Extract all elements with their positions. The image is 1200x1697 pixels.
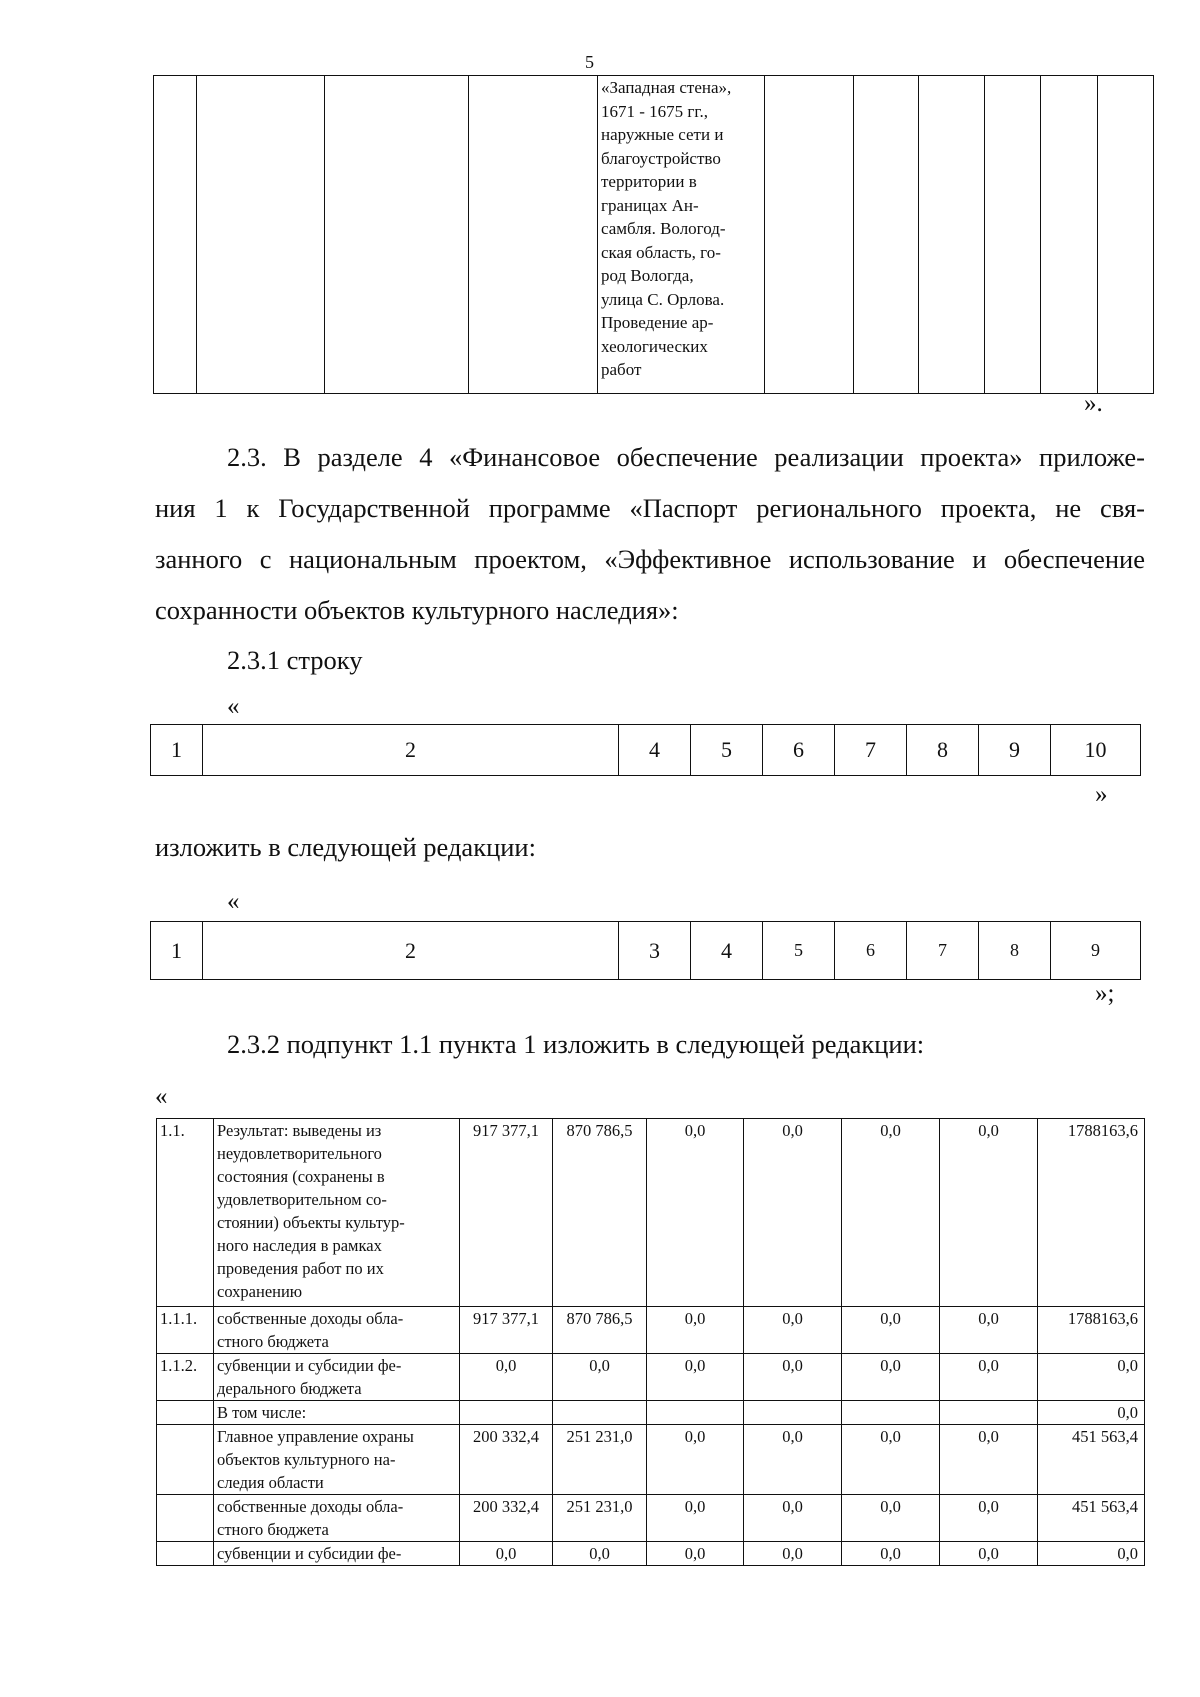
description-line: собственные доходы обла- bbox=[217, 1309, 404, 1328]
row-number: 1.1.2. bbox=[157, 1354, 214, 1401]
row-number bbox=[157, 1495, 214, 1542]
value-cell: 0,0 bbox=[553, 1354, 647, 1401]
value-cell: 0,0 bbox=[842, 1354, 940, 1401]
new-row-cell: 7 bbox=[907, 922, 979, 980]
row-description bbox=[214, 1425, 460, 1495]
cell-line: 1671 - 1675 гг., bbox=[601, 101, 708, 121]
value-cell: 0,0 bbox=[1038, 1401, 1145, 1425]
cell-line: границах Ан- bbox=[601, 195, 699, 215]
value-cell bbox=[553, 1401, 647, 1425]
table-row bbox=[157, 1307, 1145, 1354]
description-line: следия области bbox=[217, 1473, 324, 1492]
value-cell: 0,0 bbox=[940, 1119, 1038, 1307]
value-cell bbox=[744, 1401, 842, 1425]
description-line: Результат: выведены из bbox=[217, 1121, 382, 1140]
value-cell: 0,0 bbox=[842, 1425, 940, 1495]
value-cell: 0,0 bbox=[460, 1354, 553, 1401]
old-row-cell: 8 bbox=[907, 725, 979, 776]
description-line: неудовлетворительного bbox=[217, 1144, 382, 1163]
value-cell: 0,0 bbox=[744, 1119, 842, 1307]
value-cell bbox=[647, 1401, 744, 1425]
cell-line: наружные сети и bbox=[601, 125, 724, 144]
description-line: собственные доходы обла- bbox=[217, 1497, 404, 1516]
row-description bbox=[214, 1119, 460, 1307]
value-cell: 1788163,6 bbox=[1038, 1119, 1145, 1307]
value-cell: 0,0 bbox=[842, 1307, 940, 1354]
value-cell: 870 786,5 bbox=[553, 1119, 647, 1307]
value-cell: 870 786,5 bbox=[553, 1307, 647, 1354]
new-row-cell: 6 bbox=[835, 922, 907, 980]
new-row-cell: 2 bbox=[203, 922, 619, 980]
cell-line: «Западная стена», bbox=[601, 78, 732, 97]
value-cell bbox=[460, 1401, 553, 1425]
new-row-cell: 5 bbox=[763, 922, 835, 980]
new-row-cell: 4 bbox=[691, 922, 763, 980]
open-quote-2: « bbox=[227, 888, 240, 915]
open-quote-3: « bbox=[155, 1083, 168, 1110]
value-cell: 0,0 bbox=[647, 1354, 744, 1401]
paragraph-line: ния 1 к Государственной программе «Паспорт регионального проекта, не свя- bbox=[155, 493, 1145, 523]
old-row-cell: 2 bbox=[203, 725, 619, 776]
description-line: В том числе: bbox=[217, 1403, 307, 1422]
description-line: сохранению bbox=[217, 1282, 303, 1301]
cell-line: род Вологда, bbox=[601, 266, 694, 285]
cell-line: территории в bbox=[601, 172, 697, 191]
value-cell: 0,0 bbox=[940, 1307, 1038, 1354]
value-cell: 0,0 bbox=[744, 1542, 842, 1566]
close-quote-1: » bbox=[1095, 781, 1108, 808]
value-cell: 0,0 bbox=[744, 1307, 842, 1354]
new-row-cell: 3 bbox=[619, 922, 691, 980]
old-row-cell: 7 bbox=[835, 725, 907, 776]
value-cell: 1788163,6 bbox=[1038, 1307, 1145, 1354]
old-row-cell: 4 bbox=[619, 725, 691, 776]
value-cell: 251 231,0 bbox=[553, 1495, 647, 1542]
value-cell: 0,0 bbox=[647, 1542, 744, 1566]
value-cell: 0,0 bbox=[842, 1119, 940, 1307]
row-description bbox=[214, 1495, 460, 1542]
description-line: стного бюджета bbox=[217, 1332, 329, 1351]
replace-text: изложить в следующей редакции: bbox=[155, 832, 536, 862]
row-number: 1.1. bbox=[157, 1119, 214, 1307]
value-cell: 0,0 bbox=[647, 1307, 744, 1354]
value-cell: 0,0 bbox=[647, 1425, 744, 1495]
row-number bbox=[157, 1425, 214, 1495]
old-row-cell: 10 bbox=[1051, 725, 1141, 776]
value-cell: 0,0 bbox=[1038, 1542, 1145, 1566]
value-cell: 0,0 bbox=[744, 1425, 842, 1495]
description-line: субвенции и субсидии фе- bbox=[217, 1544, 402, 1563]
value-cell: 0,0 bbox=[647, 1495, 744, 1542]
value-cell: 200 332,4 bbox=[460, 1425, 553, 1495]
new-row-table bbox=[150, 921, 1141, 980]
section-2-3-2-heading: 2.3.2 подпункт 1.1 пункта 1 изложить в следующей редакции: bbox=[227, 1029, 925, 1059]
paragraph-line: 2.3. В разделе 4 «Финансовое обеспечение реализации проекта» приложе- bbox=[227, 442, 1145, 472]
cell-line: ская область, го- bbox=[601, 242, 721, 262]
value-cell: 0,0 bbox=[460, 1542, 553, 1566]
value-cell: 0,0 bbox=[940, 1495, 1038, 1542]
section-2-3-paragraph bbox=[155, 432, 1145, 636]
new-row-cell: 9 bbox=[1051, 922, 1141, 980]
page-number: 5 bbox=[585, 52, 594, 72]
table-row bbox=[157, 1354, 1145, 1401]
description-line: Главное управление охраны bbox=[217, 1427, 414, 1446]
description-line: состояния (сохранены в bbox=[217, 1167, 385, 1186]
cell-line: благоустройство bbox=[601, 148, 721, 168]
description-line: стного бюджета bbox=[217, 1520, 329, 1539]
open-quote-1: « bbox=[227, 693, 240, 720]
new-row-cell: 8 bbox=[979, 922, 1051, 980]
section-2-3-1-heading: 2.3.1 строку bbox=[227, 645, 363, 675]
close-quote-2: »; bbox=[1095, 980, 1115, 1007]
continuation-table bbox=[153, 75, 1154, 394]
value-cell: 917 377,1 bbox=[460, 1307, 553, 1354]
row-description bbox=[214, 1542, 460, 1566]
row-description bbox=[214, 1401, 460, 1425]
row-description bbox=[214, 1354, 460, 1401]
value-cell: 0,0 bbox=[842, 1542, 940, 1566]
table-row bbox=[157, 1542, 1145, 1566]
paragraph-line: сохранности объектов культурного наследия»: bbox=[155, 595, 679, 625]
value-cell: 0,0 bbox=[744, 1354, 842, 1401]
description-line: стоянии) объекты культур- bbox=[217, 1213, 405, 1232]
value-cell: 451 563,4 bbox=[1038, 1425, 1145, 1495]
value-cell bbox=[842, 1401, 940, 1425]
value-cell: 451 563,4 bbox=[1038, 1495, 1145, 1542]
old-row-table bbox=[150, 724, 1141, 776]
value-cell: 0,0 bbox=[842, 1495, 940, 1542]
value-cell: 0,0 bbox=[940, 1542, 1038, 1566]
row-number bbox=[157, 1401, 214, 1425]
value-cell: 0,0 bbox=[647, 1119, 744, 1307]
old-row-cell: 1 bbox=[151, 725, 203, 776]
row-number bbox=[157, 1542, 214, 1566]
table-row bbox=[157, 1401, 1145, 1425]
table-row bbox=[157, 1495, 1145, 1542]
value-cell: 0,0 bbox=[553, 1542, 647, 1566]
description-line: проведения работ по их bbox=[217, 1259, 384, 1278]
table-row bbox=[157, 1425, 1145, 1495]
old-row-cell: 9 bbox=[979, 725, 1051, 776]
value-cell: 251 231,0 bbox=[553, 1425, 647, 1495]
value-cell bbox=[940, 1401, 1038, 1425]
value-cell: 917 377,1 bbox=[460, 1119, 553, 1307]
description-line: субвенции и субсидии фе- bbox=[217, 1356, 402, 1375]
cell-line: самбля. Вологод- bbox=[601, 219, 726, 238]
cell-line: хеологических bbox=[601, 336, 708, 356]
description-line: объектов культурного на- bbox=[217, 1450, 396, 1469]
cell-line: улица С. Орлова. bbox=[601, 289, 725, 309]
value-cell: 0,0 bbox=[1038, 1354, 1145, 1401]
paragraph-line: занного с национальным проектом, «Эффективное использование и обеспечение bbox=[155, 544, 1145, 574]
value-cell: 0,0 bbox=[744, 1495, 842, 1542]
closing-quote-1: ». bbox=[1084, 390, 1103, 417]
row-number: 1.1.1. bbox=[157, 1307, 214, 1354]
value-cell: 0,0 bbox=[940, 1425, 1038, 1495]
cell-line: Проведение ар- bbox=[601, 313, 714, 332]
cell-line: работ bbox=[601, 360, 642, 379]
description-line: дерального бюджета bbox=[217, 1379, 362, 1398]
description-line: удовлетворительном со- bbox=[217, 1190, 387, 1209]
new-row-cell: 1 bbox=[151, 922, 203, 980]
row-description bbox=[214, 1307, 460, 1354]
finance-table bbox=[156, 1118, 1145, 1566]
table-row bbox=[157, 1119, 1145, 1307]
description-line: ного наследия в рамках bbox=[217, 1236, 382, 1255]
value-cell: 200 332,4 bbox=[460, 1495, 553, 1542]
old-row-cell: 5 bbox=[691, 725, 763, 776]
value-cell: 0,0 bbox=[940, 1354, 1038, 1401]
old-row-cell: 6 bbox=[763, 725, 835, 776]
object-description-cell bbox=[598, 76, 765, 394]
